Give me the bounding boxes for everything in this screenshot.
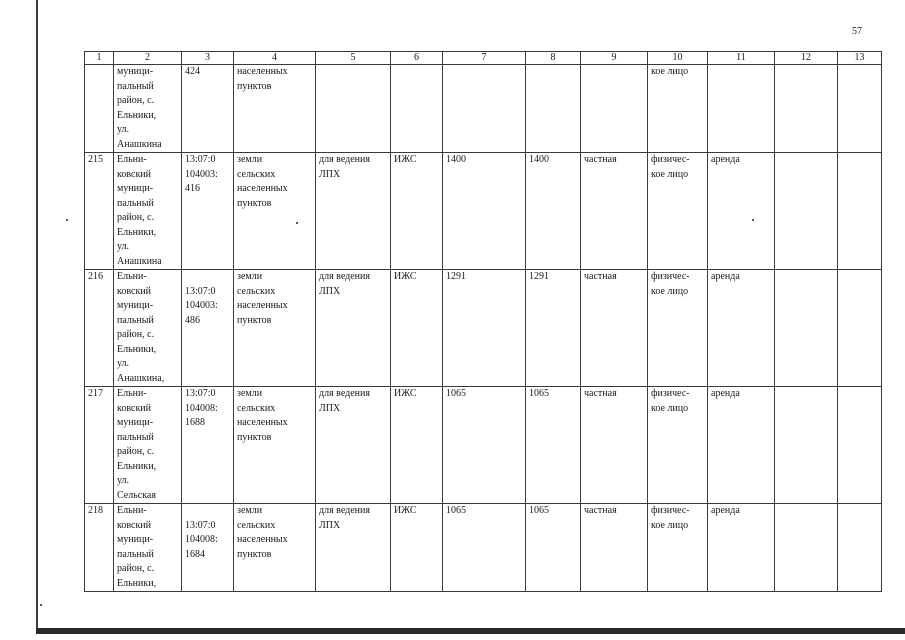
column-header: 3 [182,52,234,65]
cell-col-13 [838,270,882,387]
cell-number: 218 [85,504,114,592]
column-header: 5 [316,52,391,65]
cell-cadastral-number: 13:07:0 104008: 1688 [182,387,234,504]
column-header: 2 [114,52,182,65]
column-header: 1 [85,52,114,65]
cell-col-12 [775,387,838,504]
cell-land-category: земли сельских населенных пунктов [234,153,316,270]
cell-use-type: ИЖС [391,387,443,504]
cell-location: Ельни- ковский муници- пальный район, с. Ельники, ул. Анашкина, [114,270,182,387]
cell-area-2: 1400 [526,153,581,270]
scan-speck [40,604,42,606]
scan-bottom-edge [36,628,905,634]
cell-right-type [708,65,775,153]
cell-number: 215 [85,153,114,270]
cell-area: 1291 [443,270,526,387]
column-header: 7 [443,52,526,65]
cell-use-type [391,65,443,153]
cell-col-13 [838,387,882,504]
cell-permitted-use: для ведения ЛПХ [316,504,391,592]
column-header: 8 [526,52,581,65]
column-header: 11 [708,52,775,65]
cell-number: 217 [85,387,114,504]
table-row [85,504,882,592]
table-row [85,270,882,387]
cell-location: муници- пальный район, с. Ельники, ул. Анашкина [114,65,182,153]
cell-location: Ельни- ковский муници- пальный район, с. Ельники, ул. Сельская [114,387,182,504]
header-row [85,52,882,65]
cell-use-type: ИЖС [391,270,443,387]
cell-col-12 [775,270,838,387]
cell-land-category: земли сельских населенных пунктов [234,270,316,387]
cell-right-type: аренда [708,270,775,387]
cell-location: Ельни- ковский муници- пальный район, с. Ельники, [114,504,182,592]
cell-area: 1400 [443,153,526,270]
column-header: 6 [391,52,443,65]
cell-ownership: частная [581,387,648,504]
cell-rights-holder: физичес- кое лицо [648,504,708,592]
cell-col-12 [775,504,838,592]
cell-col-13 [838,504,882,592]
table-row [85,387,882,504]
cell-col-13 [838,65,882,153]
cell-cadastral-number: 13:07:0 104003: 486 [182,270,234,387]
cell-ownership: частная [581,153,648,270]
cell-rights-holder: физичес- кое лицо [648,153,708,270]
cell-col-13 [838,153,882,270]
cell-right-type: аренда [708,387,775,504]
cell-cadastral-number: 424 [182,65,234,153]
cell-location: Ельни- ковский муници- пальный район, с. Ельники, ул. Анашкина [114,153,182,270]
cell-land-category: населенных пунктов [234,65,316,153]
table-row [85,153,882,270]
cell-number [85,65,114,153]
cell-col-12 [775,65,838,153]
cell-land-category: земли сельских населенных пунктов [234,504,316,592]
cell-col-12 [775,153,838,270]
cell-area-2: 1065 [526,387,581,504]
cell-area-2: 1065 [526,504,581,592]
column-header: 4 [234,52,316,65]
cell-permitted-use [316,65,391,153]
scan-speck [66,219,68,221]
cell-use-type: ИЖС [391,504,443,592]
page-number: 57 [852,26,862,37]
cell-land-category: земли сельских населенных пунктов [234,387,316,504]
cell-cadastral-number: 13:07:0 104003: 416 [182,153,234,270]
cell-area [443,65,526,153]
cell-ownership: частная [581,504,648,592]
column-header: 10 [648,52,708,65]
cell-cadastral-number: 13:07:0 104008: 1684 [182,504,234,592]
column-header: 9 [581,52,648,65]
land-register-table [84,51,882,592]
cell-use-type: ИЖС [391,153,443,270]
cell-rights-holder: физичес- кое лицо [648,270,708,387]
cell-ownership: частная [581,270,648,387]
cell-ownership [581,65,648,153]
table-row [85,65,882,153]
cell-permitted-use: для ведения ЛПХ [316,387,391,504]
scan-left-edge [36,0,38,634]
cell-area-2: 1291 [526,270,581,387]
cell-right-type: аренда [708,153,775,270]
cell-rights-holder: кое лицо [648,65,708,153]
cell-area: 1065 [443,387,526,504]
cell-number: 216 [85,270,114,387]
cell-permitted-use: для ведения ЛПХ [316,270,391,387]
cell-area-2 [526,65,581,153]
cell-rights-holder: физичес- кое лицо [648,387,708,504]
column-header: 13 [838,52,882,65]
column-header: 12 [775,52,838,65]
cell-permitted-use: для ведения ЛПХ [316,153,391,270]
cell-right-type: аренда [708,504,775,592]
cell-area: 1065 [443,504,526,592]
